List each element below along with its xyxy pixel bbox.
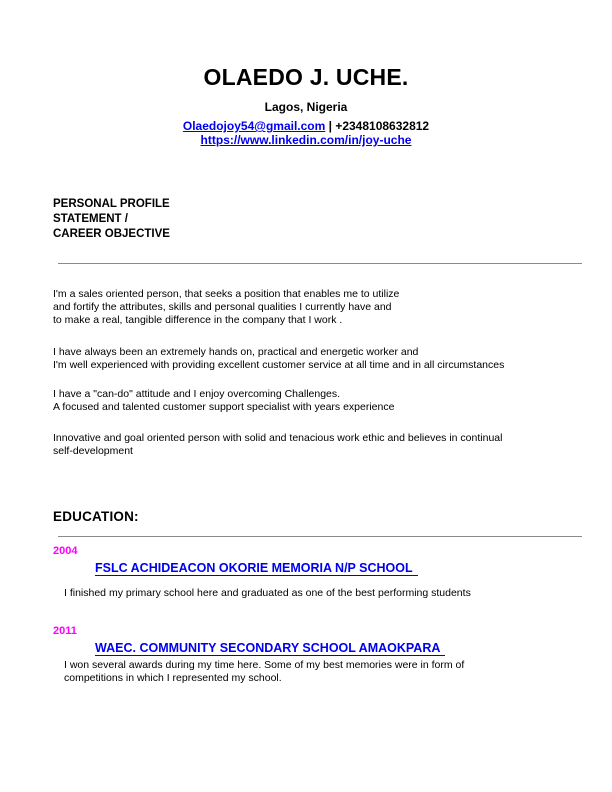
description-line: I finished my primary school here and graduated as one of the best performing students xyxy=(64,587,471,599)
paragraph-line: self-development xyxy=(53,445,133,457)
paragraph-line: Innovative and goal oriented person with solid and tenacious work ethic and believes in continual xyxy=(53,432,503,444)
paragraph-line: to make a real, tangible difference in the company that I work . xyxy=(53,314,343,326)
education-description xyxy=(53,659,582,685)
education-school-row xyxy=(53,640,582,656)
profile-paragraph xyxy=(53,346,582,372)
paragraph-line: I have a "can-do" attitude and I enjoy overcoming Challenges. xyxy=(53,388,341,400)
school-link[interactable]: WAEC. COMMUNITY SECONDARY SCHOOL AMAOKPARA xyxy=(95,641,445,656)
education-school-row xyxy=(53,560,582,576)
paragraph-line: A focused and talented customer support specialist with years experience xyxy=(53,401,395,413)
contact-separator: | xyxy=(325,119,336,133)
profile-divider xyxy=(58,263,582,264)
education-heading: EDUCATION: xyxy=(53,509,139,524)
paragraph-line: I'm a sales oriented person, that seeks a position that enables me to utilize xyxy=(53,288,400,300)
linkedin-link[interactable]: https://www.linkedin.com/in/joy-uche xyxy=(200,133,412,147)
profile-heading xyxy=(53,197,582,242)
paragraph-line: I have always been an extremely hands on, practical and energetic worker and xyxy=(53,346,419,358)
education-divider xyxy=(58,536,582,537)
email-link[interactable]: Olaedojoy54@gmail.com xyxy=(182,119,326,133)
profile-heading-line: PERSONAL PROFILE xyxy=(53,198,170,210)
description-line: I won several awards during my time here. Some of my best memories were in form of xyxy=(64,659,465,671)
resume-header xyxy=(53,64,559,147)
description-line: competitions in which I represented my school. xyxy=(64,672,282,684)
person-location: Lagos, Nigeria xyxy=(264,100,348,114)
education-entry xyxy=(53,625,582,685)
school-link[interactable]: FSLC ACHIDEACON OKORIE MEMORIA N/P SCHOOL xyxy=(95,561,418,576)
profile-paragraph xyxy=(53,432,582,458)
person-name: OLAEDO J. UCHE. xyxy=(203,64,409,90)
linkedin-line xyxy=(53,133,559,147)
paragraph-line: I'm well experienced with providing excellent customer service at all time and in all circumstances xyxy=(53,359,505,371)
profile-paragraph xyxy=(53,288,582,327)
paragraph-line: and fortify the attributes, skills and personal qualities I currently have and xyxy=(53,301,392,313)
profile-heading-line: CAREER OBJECTIVE xyxy=(53,228,170,240)
education-description xyxy=(53,587,582,600)
education-year: 2004 xyxy=(53,545,78,557)
contact-line xyxy=(53,119,559,133)
profile-heading-line: STATEMENT / xyxy=(53,213,128,225)
profile-paragraph xyxy=(53,388,582,414)
phone-number: +2348108632812 xyxy=(335,119,430,133)
education-year: 2011 xyxy=(53,625,77,637)
education-entry xyxy=(53,545,582,600)
